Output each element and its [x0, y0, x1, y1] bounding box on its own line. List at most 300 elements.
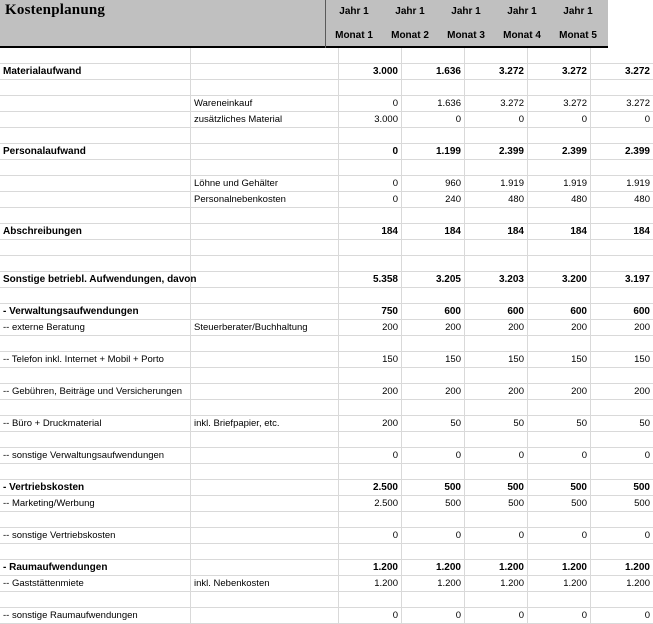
- value-cell-m3[interactable]: 3.272: [465, 96, 528, 112]
- row-label-cell[interactable]: -- externe Beratung: [0, 320, 191, 336]
- value-cell-m5[interactable]: [591, 464, 653, 480]
- value-cell-m2[interactable]: 1.636: [402, 64, 465, 80]
- row-label-cell[interactable]: [0, 432, 191, 448]
- row-description-cell[interactable]: Wareneinkauf: [191, 96, 339, 112]
- value-cell-m4[interactable]: 200: [528, 384, 591, 400]
- row-description-cell[interactable]: [191, 256, 339, 272]
- value-cell-m1[interactable]: [339, 160, 402, 176]
- row-label-cell[interactable]: -- Marketing/Werbung: [0, 496, 191, 512]
- row-description-cell[interactable]: [191, 240, 339, 256]
- row-description-cell[interactable]: [191, 288, 339, 304]
- row-label-cell[interactable]: [0, 80, 191, 96]
- row-description-cell[interactable]: [191, 160, 339, 176]
- row-description-cell[interactable]: [191, 304, 339, 320]
- value-cell-m2[interactable]: [402, 160, 465, 176]
- value-cell-m1[interactable]: 0: [339, 192, 402, 208]
- table-row[interactable]: [0, 560, 653, 576]
- row-description-cell[interactable]: [191, 544, 339, 560]
- row-label-cell[interactable]: [0, 48, 191, 64]
- value-cell-m5[interactable]: 1.200: [591, 560, 653, 576]
- table-row[interactable]: [0, 304, 653, 320]
- row-description-cell[interactable]: [191, 448, 339, 464]
- row-label-cell[interactable]: [0, 112, 191, 128]
- row-description-cell[interactable]: [191, 480, 339, 496]
- value-cell-m3[interactable]: [465, 80, 528, 96]
- value-cell-m2[interactable]: [402, 240, 465, 256]
- value-cell-m3[interactable]: 1.200: [465, 560, 528, 576]
- value-cell-m5[interactable]: 50: [591, 416, 653, 432]
- value-cell-m3[interactable]: [465, 592, 528, 608]
- value-cell-m3[interactable]: 50: [465, 416, 528, 432]
- table-row[interactable]: [0, 320, 653, 336]
- value-cell-m2[interactable]: 1.200: [402, 576, 465, 592]
- value-cell-m2[interactable]: [402, 208, 465, 224]
- table-row[interactable]: [0, 208, 653, 224]
- value-cell-m5[interactable]: [591, 592, 653, 608]
- value-cell-m1[interactable]: [339, 208, 402, 224]
- value-cell-m3[interactable]: 0: [465, 448, 528, 464]
- row-description-cell[interactable]: [191, 80, 339, 96]
- value-cell-m5[interactable]: 1.919: [591, 176, 653, 192]
- table-row[interactable]: [0, 80, 653, 96]
- row-description-cell[interactable]: [191, 144, 339, 160]
- value-cell-m3[interactable]: 1.200: [465, 576, 528, 592]
- value-cell-m3[interactable]: 500: [465, 480, 528, 496]
- value-cell-m4[interactable]: 2.399: [528, 144, 591, 160]
- row-description-cell[interactable]: [191, 400, 339, 416]
- row-label-cell[interactable]: [0, 256, 191, 272]
- value-cell-m2[interactable]: [402, 512, 465, 528]
- value-cell-m5[interactable]: 3.272: [591, 64, 653, 80]
- value-cell-m3[interactable]: [465, 128, 528, 144]
- value-cell-m1[interactable]: 200: [339, 416, 402, 432]
- value-cell-m5[interactable]: 200: [591, 320, 653, 336]
- row-label-cell[interactable]: - Raumaufwendungen: [0, 560, 191, 576]
- row-label-cell[interactable]: [0, 288, 191, 304]
- value-cell-m2[interactable]: 150: [402, 352, 465, 368]
- value-cell-m4[interactable]: 3.200: [528, 272, 591, 288]
- value-cell-m2[interactable]: 240: [402, 192, 465, 208]
- row-label-cell[interactable]: [0, 512, 191, 528]
- value-cell-m1[interactable]: 5.358: [339, 272, 402, 288]
- row-label-cell[interactable]: -- sonstige Raumaufwendungen: [0, 608, 191, 624]
- value-cell-m3[interactable]: 2.399: [465, 144, 528, 160]
- column-header-month-3: Monat 3: [438, 30, 494, 41]
- value-cell-m5[interactable]: 500: [591, 480, 653, 496]
- value-cell-m5[interactable]: [591, 256, 653, 272]
- row-description-cell[interactable]: [191, 368, 339, 384]
- value-cell-m2[interactable]: [402, 464, 465, 480]
- table-row[interactable]: [0, 288, 653, 304]
- row-label-cell[interactable]: - Vertriebskosten: [0, 480, 191, 496]
- value-cell-m1[interactable]: 1.200: [339, 560, 402, 576]
- row-description-cell[interactable]: [191, 592, 339, 608]
- value-cell-m1[interactable]: [339, 128, 402, 144]
- value-cell-m5[interactable]: [591, 544, 653, 560]
- row-label-cell[interactable]: [0, 96, 191, 112]
- value-cell-m4[interactable]: [528, 128, 591, 144]
- value-cell-m1[interactable]: [339, 544, 402, 560]
- value-cell-m2[interactable]: [402, 48, 465, 64]
- table-row[interactable]: [0, 112, 653, 128]
- row-label-cell[interactable]: [0, 336, 191, 352]
- value-cell-m1[interactable]: [339, 400, 402, 416]
- value-cell-m5[interactable]: [591, 432, 653, 448]
- row-description-cell[interactable]: [191, 608, 339, 624]
- value-cell-m4[interactable]: [528, 256, 591, 272]
- row-label-cell[interactable]: [0, 544, 191, 560]
- row-description-cell[interactable]: [191, 64, 339, 80]
- value-cell-m5[interactable]: [591, 240, 653, 256]
- row-label-cell[interactable]: [0, 128, 191, 144]
- table-row[interactable]: [0, 224, 653, 240]
- value-cell-m4[interactable]: 3.272: [528, 96, 591, 112]
- table-row[interactable]: [0, 176, 653, 192]
- row-description-cell[interactable]: Löhne und Gehälter: [191, 176, 339, 192]
- column-header-month-5: Monat 5: [550, 30, 606, 41]
- value-cell-m3[interactable]: [465, 256, 528, 272]
- value-cell-m3[interactable]: 200: [465, 384, 528, 400]
- value-cell-m5[interactable]: 480: [591, 192, 653, 208]
- column-header-year-4: Jahr 1: [494, 6, 550, 17]
- value-cell-m2[interactable]: 0: [402, 608, 465, 624]
- value-cell-m1[interactable]: [339, 336, 402, 352]
- row-description-cell[interactable]: inkl. Nebenkosten: [191, 576, 339, 592]
- value-cell-m4[interactable]: [528, 80, 591, 96]
- value-cell-m1[interactable]: 0: [339, 96, 402, 112]
- row-description-cell[interactable]: [191, 208, 339, 224]
- value-cell-m1[interactable]: 2.500: [339, 496, 402, 512]
- value-cell-m5[interactable]: 0: [591, 528, 653, 544]
- value-cell-m5[interactable]: [591, 128, 653, 144]
- value-cell-m2[interactable]: [402, 368, 465, 384]
- row-description-cell[interactable]: [191, 432, 339, 448]
- value-cell-m3[interactable]: [465, 160, 528, 176]
- value-cell-m2[interactable]: [402, 400, 465, 416]
- value-cell-m1[interactable]: 0: [339, 176, 402, 192]
- table-row[interactable]: [0, 96, 653, 112]
- row-label-cell[interactable]: [0, 208, 191, 224]
- value-cell-m1[interactable]: 750: [339, 304, 402, 320]
- value-cell-m3[interactable]: [465, 208, 528, 224]
- value-cell-m5[interactable]: 0: [591, 112, 653, 128]
- row-description-cell[interactable]: inkl. Briefpapier, etc.: [191, 416, 339, 432]
- value-cell-m4[interactable]: [528, 48, 591, 64]
- cost-plan-table-body: [0, 48, 653, 624]
- value-cell-m4[interactable]: [528, 544, 591, 560]
- value-cell-m1[interactable]: 2.500: [339, 480, 402, 496]
- row-label-cell[interactable]: [0, 400, 191, 416]
- value-cell-m2[interactable]: 0: [402, 528, 465, 544]
- value-cell-m1[interactable]: [339, 256, 402, 272]
- row-label-cell[interactable]: -- sonstige Verwaltungsaufwendungen: [0, 448, 191, 464]
- value-cell-m5[interactable]: 1.200: [591, 576, 653, 592]
- value-cell-m2[interactable]: 50: [402, 416, 465, 432]
- value-cell-m1[interactable]: 3.000: [339, 112, 402, 128]
- value-cell-m4[interactable]: [528, 400, 591, 416]
- value-cell-m3[interactable]: [465, 464, 528, 480]
- column-header-month-2: Monat 2: [382, 30, 438, 41]
- value-cell-m1[interactable]: [339, 80, 402, 96]
- value-cell-m4[interactable]: [528, 464, 591, 480]
- column-header-year-3: Jahr 1: [438, 6, 494, 17]
- value-cell-m4[interactable]: 150: [528, 352, 591, 368]
- value-cell-m4[interactable]: [528, 240, 591, 256]
- table-row[interactable]: [0, 192, 653, 208]
- value-cell-m3[interactable]: [465, 48, 528, 64]
- value-cell-m5[interactable]: [591, 208, 653, 224]
- value-cell-m3[interactable]: [465, 400, 528, 416]
- value-cell-m4[interactable]: 0: [528, 528, 591, 544]
- value-cell-m4[interactable]: [528, 368, 591, 384]
- row-description-cell[interactable]: [191, 496, 339, 512]
- table-row[interactable]: [0, 160, 653, 176]
- value-cell-m5[interactable]: 500: [591, 496, 653, 512]
- value-cell-m3[interactable]: 500: [465, 496, 528, 512]
- row-label-cell[interactable]: Materialaufwand: [0, 64, 191, 80]
- row-label-cell[interactable]: [0, 176, 191, 192]
- row-label-cell[interactable]: Sonstige betriebl. Aufwendungen, davon: [0, 272, 191, 288]
- value-cell-m1[interactable]: [339, 592, 402, 608]
- table-row[interactable]: [0, 576, 653, 592]
- value-cell-m5[interactable]: 0: [591, 608, 653, 624]
- value-cell-m1[interactable]: [339, 432, 402, 448]
- table-row[interactable]: [0, 480, 653, 496]
- value-cell-m3[interactable]: 600: [465, 304, 528, 320]
- value-cell-m5[interactable]: [591, 336, 653, 352]
- value-cell-m5[interactable]: 3.272: [591, 96, 653, 112]
- value-cell-m1[interactable]: [339, 48, 402, 64]
- value-cell-m2[interactable]: 3.205: [402, 272, 465, 288]
- value-cell-m4[interactable]: 200: [528, 320, 591, 336]
- table-row[interactable]: [0, 512, 653, 528]
- row-label-cell[interactable]: -- Gebühren, Beiträge und Versicherungen: [0, 384, 191, 400]
- table-row[interactable]: [0, 416, 653, 432]
- value-cell-m5[interactable]: 0: [591, 448, 653, 464]
- row-label-cell[interactable]: -- Telefon inkl. Internet + Mobil + Porto: [0, 352, 191, 368]
- value-cell-m2[interactable]: [402, 432, 465, 448]
- table-row[interactable]: [0, 448, 653, 464]
- value-cell-m5[interactable]: 150: [591, 352, 653, 368]
- row-description-cell[interactable]: Steuerberater/Buchhaltung: [191, 320, 339, 336]
- value-cell-m5[interactable]: [591, 368, 653, 384]
- row-description-cell[interactable]: [191, 224, 339, 240]
- value-cell-m2[interactable]: 500: [402, 480, 465, 496]
- value-cell-m5[interactable]: [591, 512, 653, 528]
- value-cell-m4[interactable]: 500: [528, 480, 591, 496]
- value-cell-m5[interactable]: [591, 400, 653, 416]
- value-cell-m4[interactable]: [528, 208, 591, 224]
- value-cell-m5[interactable]: [591, 80, 653, 96]
- value-cell-m5[interactable]: 600: [591, 304, 653, 320]
- value-cell-m2[interactable]: [402, 592, 465, 608]
- row-label-cell[interactable]: [0, 240, 191, 256]
- row-description-cell[interactable]: [191, 528, 339, 544]
- table-row[interactable]: [0, 144, 653, 160]
- value-cell-m1[interactable]: 150: [339, 352, 402, 368]
- value-cell-m3[interactable]: [465, 288, 528, 304]
- table-row[interactable]: [0, 128, 653, 144]
- value-cell-m4[interactable]: [528, 592, 591, 608]
- row-description-cell[interactable]: zusätzliches Material: [191, 112, 339, 128]
- row-label-cell[interactable]: [0, 464, 191, 480]
- table-row[interactable]: [0, 48, 653, 64]
- value-cell-m4[interactable]: 0: [528, 608, 591, 624]
- row-label-cell[interactable]: -- Büro + Druckmaterial: [0, 416, 191, 432]
- row-description-cell[interactable]: [191, 512, 339, 528]
- value-cell-m1[interactable]: 0: [339, 608, 402, 624]
- row-description-cell[interactable]: [191, 560, 339, 576]
- row-description-cell[interactable]: [191, 128, 339, 144]
- table-row[interactable]: [0, 384, 653, 400]
- value-cell-m3[interactable]: [465, 240, 528, 256]
- value-cell-m3[interactable]: 3.272: [465, 64, 528, 80]
- value-cell-m4[interactable]: [528, 336, 591, 352]
- value-cell-m3[interactable]: 0: [465, 608, 528, 624]
- row-label-cell[interactable]: - Verwaltungsaufwendungen: [0, 304, 191, 320]
- row-label-cell[interactable]: -- sonstige Vertriebskosten: [0, 528, 191, 544]
- value-cell-m5[interactable]: 184: [591, 224, 653, 240]
- value-cell-m2[interactable]: [402, 544, 465, 560]
- table-row[interactable]: [0, 368, 653, 384]
- value-cell-m2[interactable]: 500: [402, 496, 465, 512]
- value-cell-m1[interactable]: [339, 464, 402, 480]
- value-cell-m2[interactable]: 1.199: [402, 144, 465, 160]
- value-cell-m4[interactable]: 1.200: [528, 576, 591, 592]
- table-row[interactable]: [0, 240, 653, 256]
- value-cell-m1[interactable]: 0: [339, 448, 402, 464]
- table-row[interactable]: [0, 400, 653, 416]
- value-cell-m4[interactable]: 1.200: [528, 560, 591, 576]
- row-label-cell[interactable]: Abschreibungen: [0, 224, 191, 240]
- table-row[interactable]: [0, 256, 653, 272]
- value-cell-m2[interactable]: 0: [402, 112, 465, 128]
- column-header-month-4: Monat 4: [494, 30, 550, 41]
- value-cell-m4[interactable]: 500: [528, 496, 591, 512]
- value-cell-m3[interactable]: [465, 512, 528, 528]
- value-cell-m3[interactable]: 150: [465, 352, 528, 368]
- table-row[interactable]: [0, 272, 653, 288]
- value-cell-m1[interactable]: 0: [339, 528, 402, 544]
- value-cell-m3[interactable]: 0: [465, 528, 528, 544]
- value-cell-m2[interactable]: 200: [402, 384, 465, 400]
- row-description-cell[interactable]: [191, 384, 339, 400]
- value-cell-m2[interactable]: [402, 288, 465, 304]
- row-description-cell[interactable]: [191, 464, 339, 480]
- value-cell-m2[interactable]: 200: [402, 320, 465, 336]
- value-cell-m2[interactable]: 960: [402, 176, 465, 192]
- value-cell-m3[interactable]: [465, 336, 528, 352]
- column-header-year-5: Jahr 1: [550, 6, 606, 17]
- value-cell-m2[interactable]: 184: [402, 224, 465, 240]
- value-cell-m2[interactable]: 1.636: [402, 96, 465, 112]
- value-cell-m2[interactable]: 0: [402, 448, 465, 464]
- row-label-cell[interactable]: [0, 160, 191, 176]
- table-row[interactable]: [0, 528, 653, 544]
- row-description-cell[interactable]: Personalnebenkosten: [191, 192, 339, 208]
- value-cell-m3[interactable]: [465, 368, 528, 384]
- value-cell-m1[interactable]: [339, 512, 402, 528]
- table-row[interactable]: [0, 336, 653, 352]
- row-label-cell[interactable]: [0, 592, 191, 608]
- row-label-cell[interactable]: Personalaufwand: [0, 144, 191, 160]
- value-cell-m3[interactable]: 3.203: [465, 272, 528, 288]
- value-cell-m3[interactable]: 480: [465, 192, 528, 208]
- page-title: Kostenplanung: [5, 2, 105, 19]
- value-cell-m3[interactable]: [465, 544, 528, 560]
- value-cell-m4[interactable]: [528, 288, 591, 304]
- value-cell-m5[interactable]: 3.197: [591, 272, 653, 288]
- value-cell-m1[interactable]: [339, 368, 402, 384]
- value-cell-m4[interactable]: 184: [528, 224, 591, 240]
- value-cell-m4[interactable]: 600: [528, 304, 591, 320]
- value-cell-m4[interactable]: 480: [528, 192, 591, 208]
- value-cell-m5[interactable]: 200: [591, 384, 653, 400]
- value-cell-m1[interactable]: 0: [339, 144, 402, 160]
- value-cell-m2[interactable]: [402, 80, 465, 96]
- value-cell-m4[interactable]: 3.272: [528, 64, 591, 80]
- value-cell-m1[interactable]: 200: [339, 384, 402, 400]
- table-row[interactable]: [0, 544, 653, 560]
- value-cell-m3[interactable]: 0: [465, 112, 528, 128]
- value-cell-m5[interactable]: [591, 288, 653, 304]
- table-row[interactable]: [0, 592, 653, 608]
- value-cell-m1[interactable]: 200: [339, 320, 402, 336]
- value-cell-m2[interactable]: [402, 256, 465, 272]
- row-description-cell[interactable]: [191, 48, 339, 64]
- value-cell-m4[interactable]: [528, 512, 591, 528]
- row-description-cell[interactable]: [191, 352, 339, 368]
- value-cell-m1[interactable]: 1.200: [339, 576, 402, 592]
- value-cell-m5[interactable]: [591, 160, 653, 176]
- table-row[interactable]: [0, 608, 653, 624]
- value-cell-m4[interactable]: [528, 160, 591, 176]
- cost-plan-table: [0, 48, 653, 624]
- value-cell-m2[interactable]: 600: [402, 304, 465, 320]
- value-cell-m5[interactable]: [591, 48, 653, 64]
- value-cell-m4[interactable]: 50: [528, 416, 591, 432]
- value-cell-m3[interactable]: 184: [465, 224, 528, 240]
- table-row[interactable]: [0, 352, 653, 368]
- value-cell-m1[interactable]: [339, 288, 402, 304]
- value-cell-m2[interactable]: [402, 336, 465, 352]
- value-cell-m4[interactable]: 1.919: [528, 176, 591, 192]
- table-row[interactable]: [0, 496, 653, 512]
- row-label-cell[interactable]: [0, 192, 191, 208]
- table-row[interactable]: [0, 64, 653, 80]
- row-label-cell[interactable]: -- Gaststättenmiete: [0, 576, 191, 592]
- column-header-year-1: Jahr 1: [326, 6, 382, 17]
- value-cell-m1[interactable]: 184: [339, 224, 402, 240]
- value-cell-m4[interactable]: [528, 432, 591, 448]
- value-cell-m5[interactable]: 2.399: [591, 144, 653, 160]
- row-description-cell[interactable]: [191, 272, 339, 288]
- value-cell-m4[interactable]: 0: [528, 112, 591, 128]
- value-cell-m1[interactable]: [339, 240, 402, 256]
- column-header-year-2: Jahr 1: [382, 6, 438, 17]
- value-cell-m3[interactable]: 200: [465, 320, 528, 336]
- row-label-cell[interactable]: [0, 368, 191, 384]
- value-cell-m3[interactable]: [465, 432, 528, 448]
- value-cell-m4[interactable]: 0: [528, 448, 591, 464]
- value-cell-m2[interactable]: 1.200: [402, 560, 465, 576]
- table-row[interactable]: [0, 432, 653, 448]
- table-row[interactable]: [0, 464, 653, 480]
- value-cell-m2[interactable]: [402, 128, 465, 144]
- value-cell-m3[interactable]: 1.919: [465, 176, 528, 192]
- row-description-cell[interactable]: [191, 336, 339, 352]
- value-cell-m1[interactable]: 3.000: [339, 64, 402, 80]
